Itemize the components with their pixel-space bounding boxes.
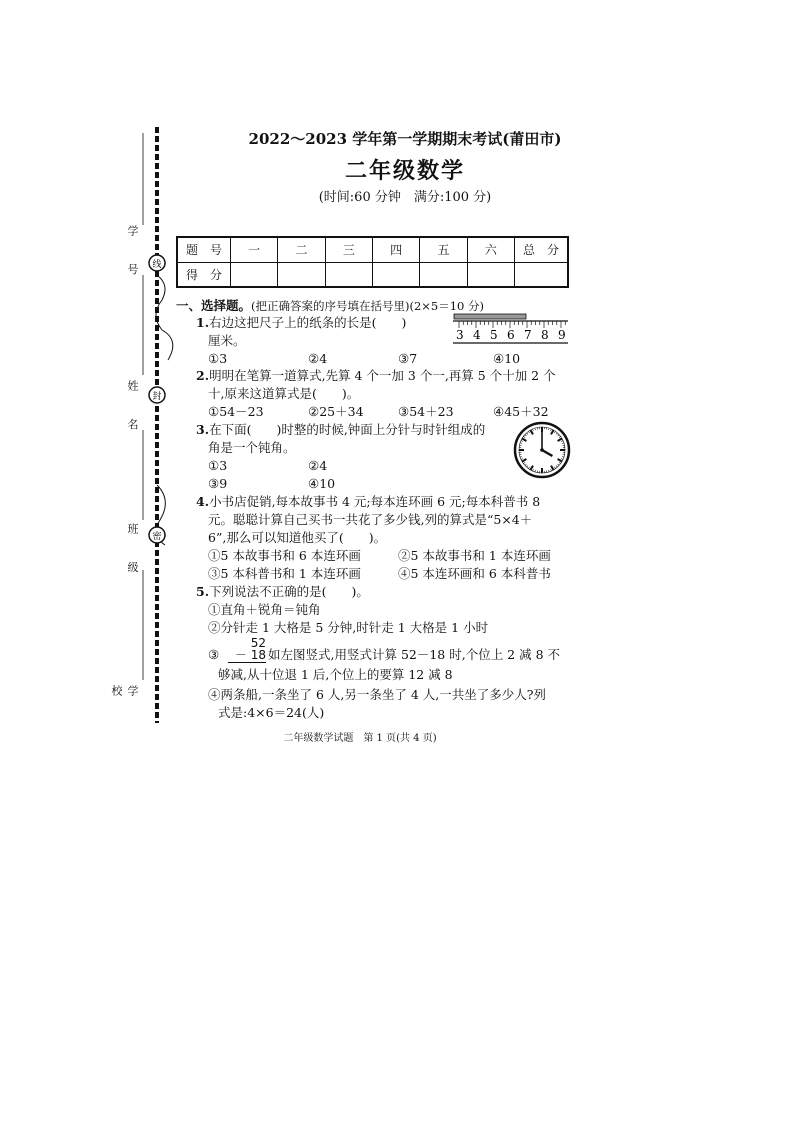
- clock-figure: [512, 420, 572, 480]
- score-cell[interactable]: [231, 262, 278, 287]
- score-cell[interactable]: [278, 262, 325, 287]
- ruler-label: 5: [490, 328, 498, 342]
- ruler-label: 9: [558, 328, 566, 342]
- label-student-id: 学 号: [126, 225, 139, 287]
- ruler-label: 3: [456, 328, 464, 342]
- option[interactable]: ③9: [208, 476, 228, 491]
- page-footer: 二年级数学试题 第 1 页(共 4 页): [283, 733, 437, 744]
- seal-mark-secret: 密: [152, 532, 162, 542]
- label-school: 学 校: [110, 685, 139, 708]
- question-number: 2.: [196, 368, 210, 383]
- option[interactable]: ②4: [308, 351, 328, 366]
- paper-strip: [454, 314, 526, 319]
- option[interactable]: ④两条船,一条坐了 6 人,另一条坐了 4 人,一共坐了多少人?列: [208, 687, 546, 702]
- score-header-cell: 五: [420, 237, 467, 262]
- section-heading: [176, 297, 484, 315]
- option[interactable]: ②4: [308, 458, 328, 473]
- option-3-text-line2: 够减,从十位退 1 后,个位上的要算 12 减 8: [218, 667, 453, 682]
- exam-title: 2022～2023 学年第一学期期末考试(莆田市): [248, 130, 562, 148]
- question-text: 右边这把尺子上的纸条的长是( ): [209, 315, 407, 330]
- question-number: 4.: [196, 494, 210, 509]
- clock-center: [540, 448, 544, 452]
- question-2-line2: 十,原来这道算式是( )。: [208, 386, 360, 401]
- score-header-cell: 题 号: [177, 237, 231, 262]
- question-text: 下列说法不正确的是( )。: [209, 584, 369, 599]
- option[interactable]: ①54－23: [208, 404, 264, 419]
- score-cell[interactable]: [325, 262, 372, 287]
- section-instruction: (把正确答案的序号填在括号里)(2×5＝10 分): [251, 299, 485, 313]
- vertical-subtraction: [228, 637, 266, 663]
- option[interactable]: ②5 本故事书和 1 本连环画: [398, 548, 551, 563]
- option-4-line2: 式是:4×6＝24(人): [218, 705, 325, 720]
- option[interactable]: ④10: [493, 351, 521, 366]
- seal-mark-line: 线: [152, 260, 162, 270]
- option[interactable]: ④10: [308, 476, 336, 491]
- option-marker[interactable]: ③: [208, 647, 220, 662]
- question-number: 1.: [196, 315, 210, 330]
- option[interactable]: ①5 本故事书和 6 本连环画: [208, 548, 361, 563]
- question-1: [196, 314, 406, 332]
- section-title: 一、选择题。: [176, 298, 252, 313]
- binding-strip: [110, 125, 190, 725]
- score-header-cell: 一: [231, 237, 278, 262]
- option[interactable]: ①3: [208, 458, 228, 473]
- subject-title: 二年级数学: [344, 158, 465, 184]
- question-4-line2: 元。聪聪计算自己买书一共花了多少钱,列的算式是“5×4＋: [208, 512, 533, 527]
- option[interactable]: ①直角＋锐角＝钝角: [208, 602, 321, 617]
- question-number: 3.: [196, 422, 210, 437]
- question-2: [196, 367, 556, 385]
- option[interactable]: ③5 本科普书和 1 本连环画: [208, 566, 361, 581]
- ruler-label: 4: [473, 328, 481, 342]
- seal-mark-seal: 封: [152, 392, 162, 402]
- score-table-score-row: [177, 262, 568, 287]
- option[interactable]: ③54＋23: [398, 404, 454, 419]
- score-header-cell: 总 分: [515, 237, 569, 262]
- ruler-ticks: [459, 321, 565, 328]
- option[interactable]: ③7: [398, 351, 418, 366]
- exam-info: (时间:60 分钟 满分:100 分): [318, 190, 492, 205]
- vertical-top: 52: [250, 636, 266, 650]
- option[interactable]: ④45＋32: [493, 404, 549, 419]
- ruler-label: 8: [541, 328, 549, 342]
- question-number: 5.: [196, 584, 210, 599]
- question-3: [196, 421, 485, 439]
- score-cell[interactable]: [515, 262, 569, 287]
- question-4: [196, 493, 540, 511]
- option[interactable]: ②分针走 1 大格是 5 分钟,时针走 1 大格是 1 小时: [208, 620, 489, 635]
- score-header-cell: 二: [278, 237, 325, 262]
- score-cell[interactable]: [467, 262, 514, 287]
- question-5: [196, 583, 369, 601]
- ruler-label: 7: [524, 328, 532, 342]
- ruler-label: 6: [507, 328, 515, 342]
- question-4-line3: 6”,那么可以知道他买了( )。: [208, 530, 387, 545]
- question-1-line2: 厘米。: [208, 333, 246, 348]
- score-cell[interactable]: [420, 262, 467, 287]
- score-header-cell: 四: [372, 237, 419, 262]
- score-header-cell: 六: [467, 237, 514, 262]
- ruler-figure: [450, 311, 572, 347]
- question-text: 在下面( )时整的时候,钟面上分针与时针组成的: [209, 422, 486, 437]
- option[interactable]: ①3: [208, 351, 228, 366]
- question-text: 明明在笔算一道算式,先算 4 个一加 3 个一,再算 5 个十加 2 个: [209, 368, 556, 383]
- question-text: 小书店促销,每本故事书 4 元;每本连环画 6 元;每本科普书 8: [209, 494, 541, 509]
- option-3-text: 如左图竖式,用竖式计算 52－18 时,个位上 2 减 8 不: [268, 647, 561, 662]
- score-header-cell: 三: [325, 237, 372, 262]
- score-row-label: 得 分: [177, 262, 231, 287]
- label-class: 班 级: [126, 523, 139, 585]
- score-table-header-row: [177, 237, 568, 262]
- score-table: [176, 236, 569, 288]
- option[interactable]: ②25＋34: [308, 404, 364, 419]
- vertical-bottom: － 18: [228, 649, 266, 663]
- question-3-line2: 角是一个钝角。: [208, 440, 296, 455]
- option[interactable]: ④5 本连环画和 6 本科普书: [398, 566, 551, 581]
- label-name: 姓 名: [126, 380, 139, 442]
- score-cell[interactable]: [372, 262, 419, 287]
